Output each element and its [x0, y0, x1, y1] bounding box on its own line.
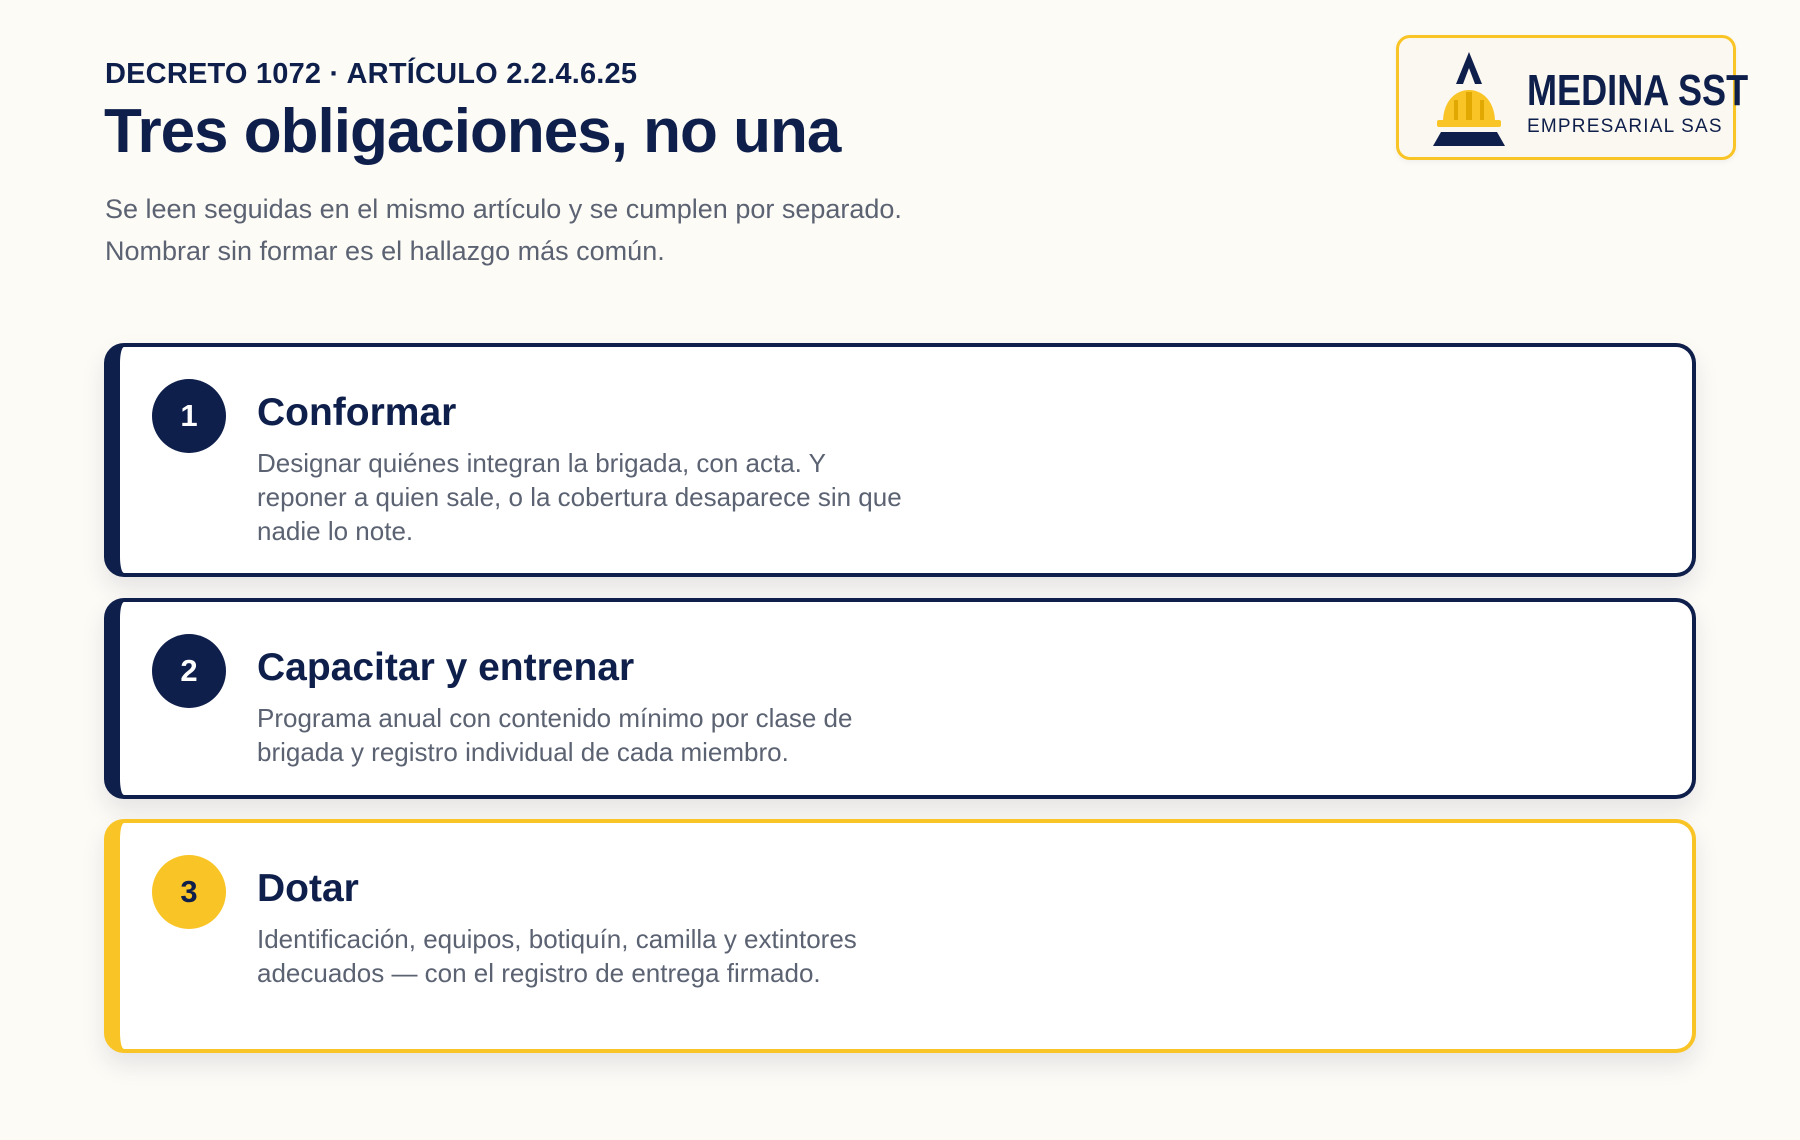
obligation-description: Identificación, equipos, botiquín, camilla y extintores adecuados — con el registro de entrega firmado.	[257, 924, 857, 988]
logo-subtitle: EMPRESARIAL SAS	[1527, 116, 1723, 137]
obligation-card-conformar	[104, 343, 1696, 577]
company-logo	[1396, 35, 1749, 160]
obligation-description: Programa anual con contenido mínimo por clase de brigada y registro individual de cada miembro.	[257, 703, 853, 767]
step-number-badge: 3	[152, 855, 226, 929]
page-title: Tres obligaciones, no una	[104, 97, 841, 166]
obligation-card-capacitar	[104, 598, 1696, 799]
obligation-card-dotar	[104, 819, 1696, 1053]
header-eyebrow: DECRETO 1072 · ARTÍCULO 2.2.4.6.25	[105, 58, 638, 90]
step-number-badge: 1	[152, 379, 226, 453]
hard-hat-icon	[1419, 48, 1523, 152]
obligation-description: Designar quiénes integran la brigada, con acta. Y reponer a quien sale, o la cobertura desaparece sin que nadie lo note.	[257, 448, 902, 546]
obligation-title: Capacitar y entrenar	[257, 646, 635, 689]
logo-name: MEDINA SST	[1527, 66, 1749, 115]
obligation-title: Dotar	[257, 867, 359, 910]
step-number-badge: 2	[152, 634, 226, 708]
obligation-title: Conformar	[257, 391, 457, 434]
page-subtitle: Se leen seguidas en el mismo artículo y se cumplen por separado. Nombrar sin formar es el hallazgo más común.	[105, 194, 902, 266]
